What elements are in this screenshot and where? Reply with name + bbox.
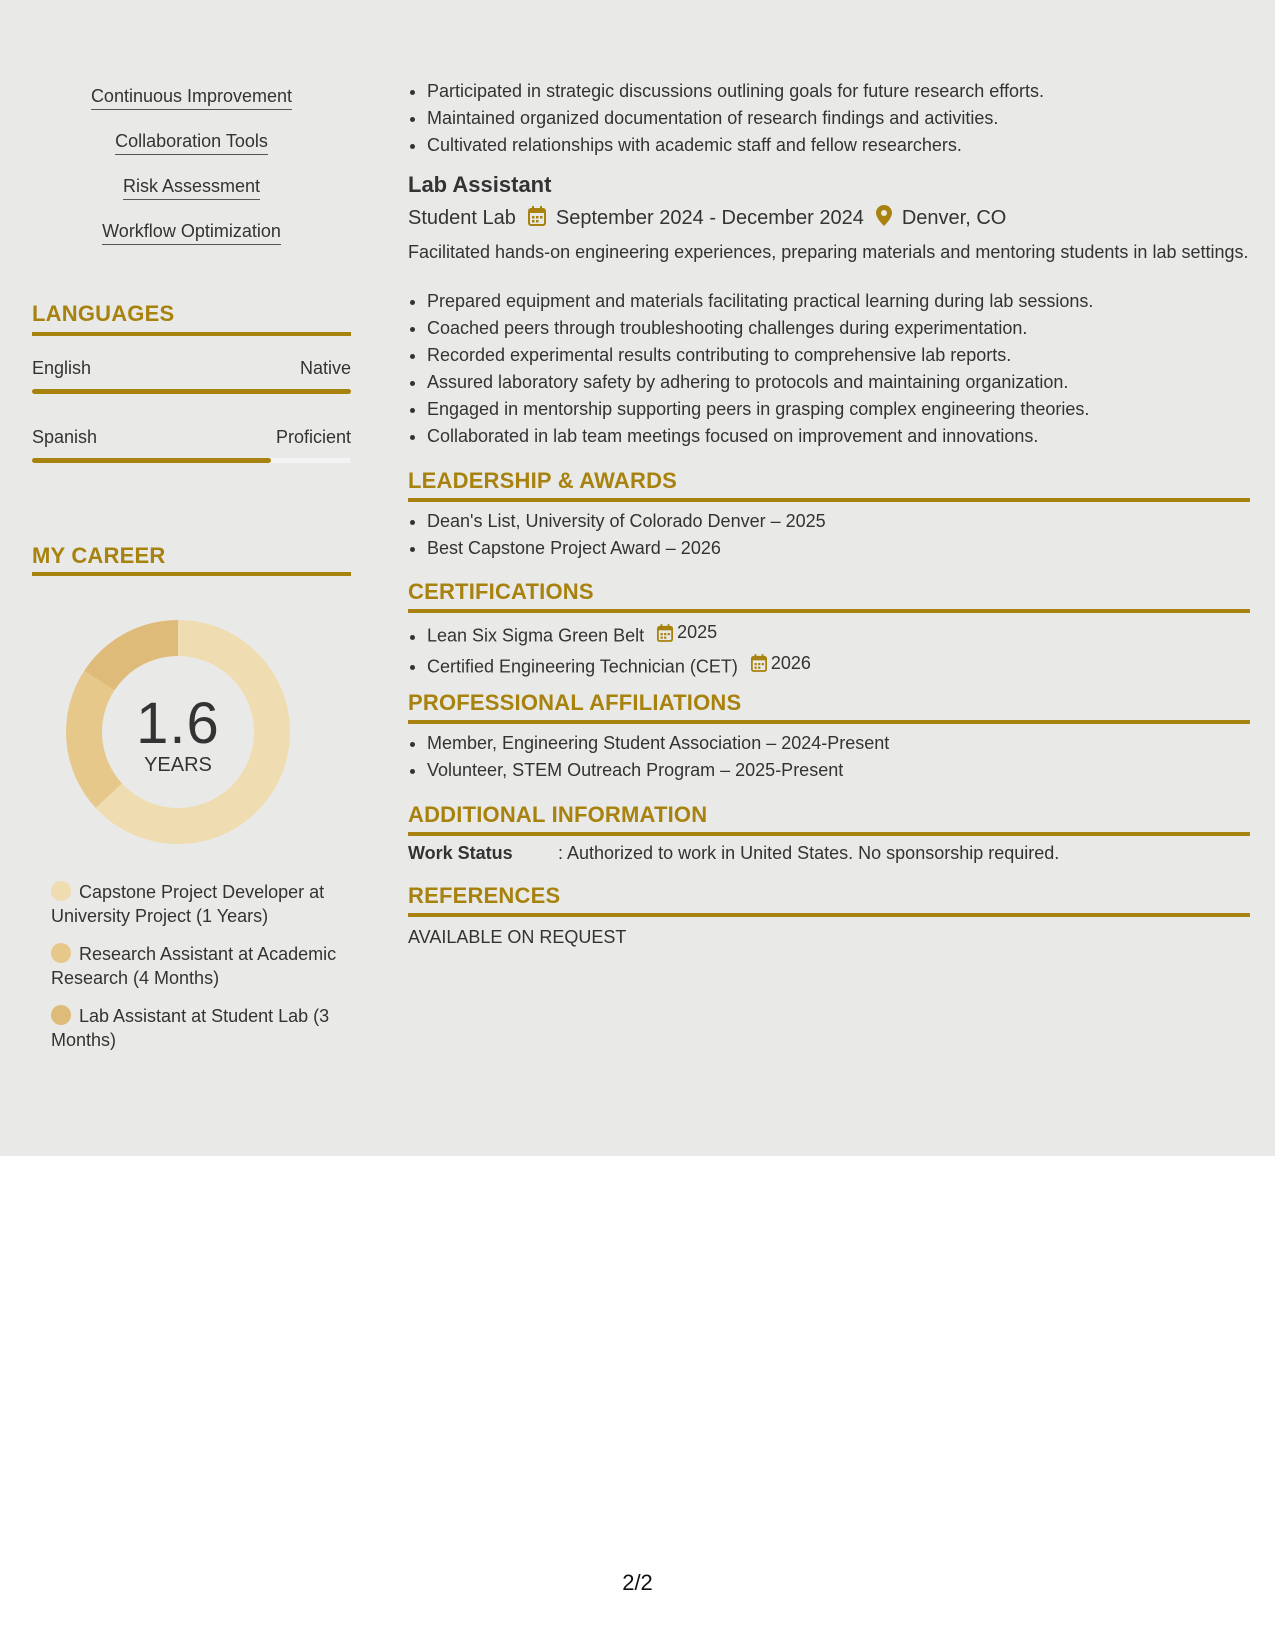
certification-item: [427, 619, 1250, 650]
list-item: • Coached peers through troubleshooting challenges during experimentation.: [427, 315, 1250, 342]
list-item: • Participated in strategic discussions outlining goals for future research efforts.: [427, 78, 1250, 105]
list-item: • Assured laboratory safety by adhering to protocols and maintaining organization.: [427, 369, 1250, 396]
language-level: Proficient: [275, 427, 351, 447]
leadership-list: [408, 508, 1250, 562]
job-company: Student Lab: [408, 207, 516, 229]
section-divider: [408, 498, 1250, 502]
additional-info-heading: ADDITIONAL INFORMATION: [408, 802, 708, 827]
list-item: • Prepared equipment and materials facilitating practical learning during lab sessions.: [427, 288, 1250, 315]
language-bar-fill: [32, 389, 351, 394]
affiliations-section-header: [408, 690, 1250, 724]
additional-info-section-header: [408, 802, 1250, 836]
list-item: • Maintained organized documentation of research findings and activities.: [427, 105, 1250, 132]
career-divider: [32, 572, 351, 576]
list-item: • Dean's List, University of Colorado Denver – 2025: [427, 508, 1250, 535]
career-unit: YEARS: [144, 754, 212, 776]
calendar-icon: [751, 654, 767, 672]
affiliations-list: [408, 730, 1250, 784]
career-heading: MY CAREER: [32, 543, 166, 568]
job-dates: September 2024 - December 2024: [555, 207, 864, 229]
language-bar: [32, 389, 351, 394]
language-level: Native: [299, 358, 351, 378]
certification-name: Lean Six Sigma Green Belt: [427, 625, 645, 646]
certification-date: 2025: [657, 619, 717, 646]
job-meta: [408, 205, 1006, 232]
languages-heading: LANGUAGES: [32, 301, 175, 326]
career-legend: [51, 880, 351, 1066]
work-status-row: [408, 843, 1250, 864]
career-total-years: 1.6: [136, 691, 220, 756]
work-status-value: : Authorized to work in United States. No sponsorship required.: [558, 843, 1060, 863]
skill-item: Continuous Improvement: [32, 86, 351, 131]
career-legend-item: Capstone Project Developer at University Project (1 Years): [51, 882, 325, 926]
list-item: • Member, Engineering Student Association – 2024-Present: [427, 730, 1250, 757]
skill-item: Collaboration Tools: [32, 131, 351, 176]
skill-item: Workflow Optimization: [32, 221, 351, 266]
certification-item: [427, 650, 1250, 681]
list-item: • Volunteer, STEM Outreach Program – 2025-Present: [427, 757, 1250, 784]
list-item: • Collaborated in lab team meetings focused on improvement and innovations.: [427, 423, 1250, 450]
certifications-list: [408, 619, 1250, 680]
work-status-label: Work Status: [408, 843, 513, 863]
language-row: [32, 427, 351, 448]
previous-job-bullets: [408, 78, 1250, 159]
location-pin-icon: [876, 205, 892, 232]
language-row: [32, 358, 351, 379]
language-name: English: [32, 358, 92, 378]
skills-list: [32, 86, 351, 266]
calendar-icon: [528, 206, 546, 232]
certification-name: Certified Engineering Technician (CET): [427, 656, 738, 676]
calendar-icon: [657, 624, 673, 642]
section-divider: [408, 913, 1250, 917]
legend-dot: [51, 881, 71, 901]
language-bar-fill: [32, 458, 271, 463]
list-item: • Cultivated relationships with academic staff and fellow researchers.: [427, 132, 1250, 159]
languages-divider: [32, 332, 351, 336]
references-section-header: [408, 883, 1250, 917]
list-item: • Engaged in mentorship supporting peers in grasping complex engineering theories.: [427, 396, 1250, 423]
affiliations-heading: PROFESSIONAL AFFILIATIONS: [408, 690, 742, 715]
career-legend-item: Lab Assistant at Student Lab (3 Months): [51, 1006, 330, 1050]
donut-slice-2: [84, 620, 178, 690]
legend-dot: [51, 943, 71, 963]
page-number: 2/2: [622, 1570, 653, 1595]
job-location: Denver, CO: [901, 207, 1007, 229]
language-bar: [32, 458, 351, 463]
section-divider: [408, 609, 1250, 613]
skill-item: Risk Assessment: [32, 176, 351, 221]
leadership-heading: LEADERSHIP & AWARDS: [408, 468, 678, 493]
legend-dot: [51, 1005, 71, 1025]
list-item: • Recorded experimental results contributing to comprehensive lab reports.: [427, 342, 1250, 369]
references-text: AVAILABLE ON REQUEST: [408, 927, 627, 947]
job-bullets: [408, 288, 1250, 450]
references-heading: REFERENCES: [408, 883, 561, 908]
certification-date: 2026: [751, 650, 811, 677]
job-title: Lab Assistant: [408, 172, 552, 197]
leadership-section-header: [408, 468, 1250, 502]
language-name: Spanish: [32, 427, 98, 447]
section-divider: [408, 832, 1250, 836]
career-legend-item: Research Assistant at Academic Research (4 Months): [51, 944, 337, 988]
list-item: • Best Capstone Project Award – 2026: [427, 535, 1250, 562]
section-divider: [408, 720, 1250, 724]
job-summary: Facilitated hands-on engineering experiences, preparing materials and mentoring students in lab settings.: [408, 242, 1249, 262]
certifications-heading: CERTIFICATIONS: [408, 579, 594, 604]
certifications-section-header: [408, 579, 1250, 613]
